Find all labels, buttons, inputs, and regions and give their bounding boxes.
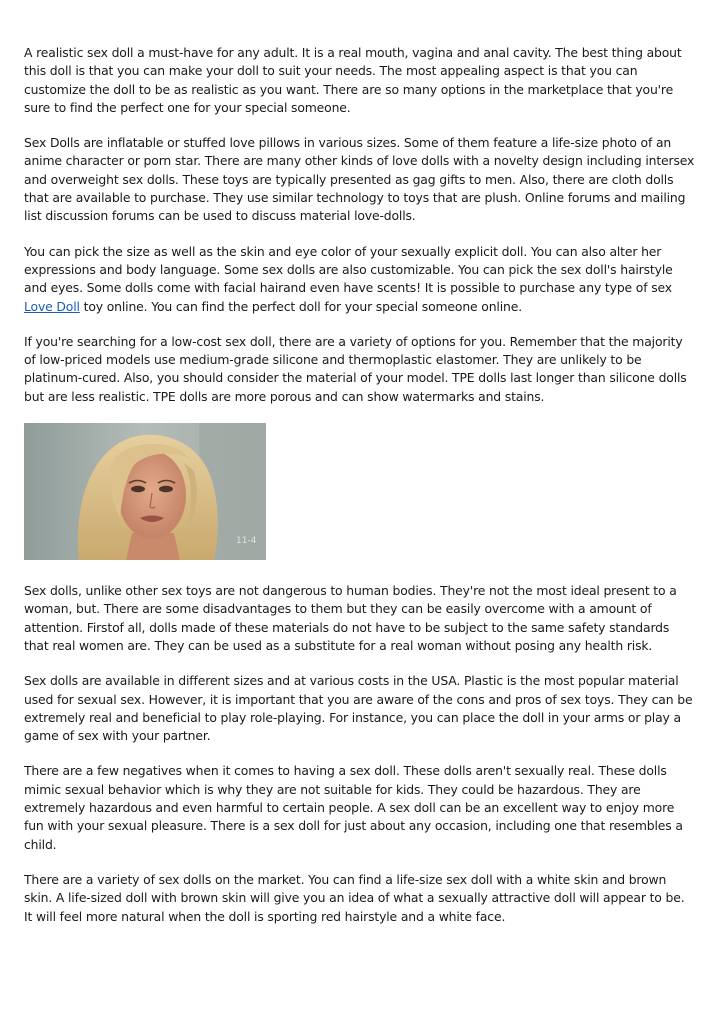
paragraph-6: Sex dolls are available in different sizes and at various costs in the USA. Plastic is the most popular material used for sexual sex. However, it is important that you are aware of the cons and pros of sex toys. They can be extremely real and beneficial to play role-playing. For instance, you can place the doll in your arms or play a game of sex with your partner. [24,673,693,744]
paragraph-3-text-after: toy online. You can find the perfect doll for your special someone online. [79,298,522,314]
paragraph-5: Sex dolls, unlike other sex toys are not dangerous to human bodies. They're not the most ideal present to a woman, but. There are some disadvantages to them but they can be easily overcome with a amount of attention. Firstof all, dolls made of these materials do not have to be subject to the same safety standards that real women are. They can be used as a substitute for a real woman without posing any health risk. [24,583,677,653]
paragraph-4: If you're searching for a low-cost sex doll, there are a variety of options for you. Remember that the majority of low-priced models use medium-grade silicone and thermoplastic elastomer. They are unlikely to be platinum-cured. Also, you should consider the material of your model. TPE dolls last longer than silicone dolls but are less realistic. TPE dolls are more porous and can show watermarks and stains. [24,333,687,404]
paragraph-1: A realistic sex doll a must-have for any adult. It is a real mouth, vagina and anal cavity. The best thing about this doll is that you can make your doll to suit your needs. The most appealing aspect is that you can customize the doll to be as realistic as you want. There are so many options in the marketplace that you're sure to find the perfect one for your special someone. [24,45,682,115]
paragraph-3 [24,243,696,316]
photo-watermark: 11-4 [236,536,257,547]
paragraph-2: Sex Dolls are inflatable or stuffed love pillows in various sizes. Some of them feature a life-size photo of an anime character or porn star. There are many other kinds of love dolls with a novelty design including intersex and overweight sex dolls. These toys are typically presented as gag gifts to men. Also, there are cloth dolls that are available to purchase. They use similar technology to toys that are plush. Online forums and mailing list discussion forums can be used to discuss material love-dolls. [24,135,695,224]
paragraph-8: There are a variety of sex dolls on the market. You can find a life-size sex doll with a white skin and brown skin. A life-sized doll with brown skin will give you an idea of what a sexually attractive doll will appear to be. It will feel more natural when the doll is sporting red hairstyle and a white face. [24,871,685,924]
article-body [24,44,696,943]
doll-photo [24,423,266,560]
paragraph-7: There are a few negatives when it comes to having a sex doll. These dolls aren't sexually real. These dolls mimic sexual behavior which is why they are not suitable for kids. They could be hazardous. They are extremely hazardous and even harmful to certain people. A sex doll can be an excellent way to enjoy more fun with your sexual pleasure. There is a sex doll for just about any occasion, including one that resembles a child. [24,763,683,852]
doll-photo-illustration [24,423,266,560]
love-doll-link[interactable]: Love Doll [24,298,80,314]
paragraph-3-text-before: You can pick the size as well as the skin and eye color of your sexually explicit doll. You can also alter her expressions and body language. Some sex dolls are also customizable. You can pick the sex doll's hairstyle and eyes. Some dolls come with facial hairand even have scents! It is possible to purchase any type of sex [24,243,673,296]
